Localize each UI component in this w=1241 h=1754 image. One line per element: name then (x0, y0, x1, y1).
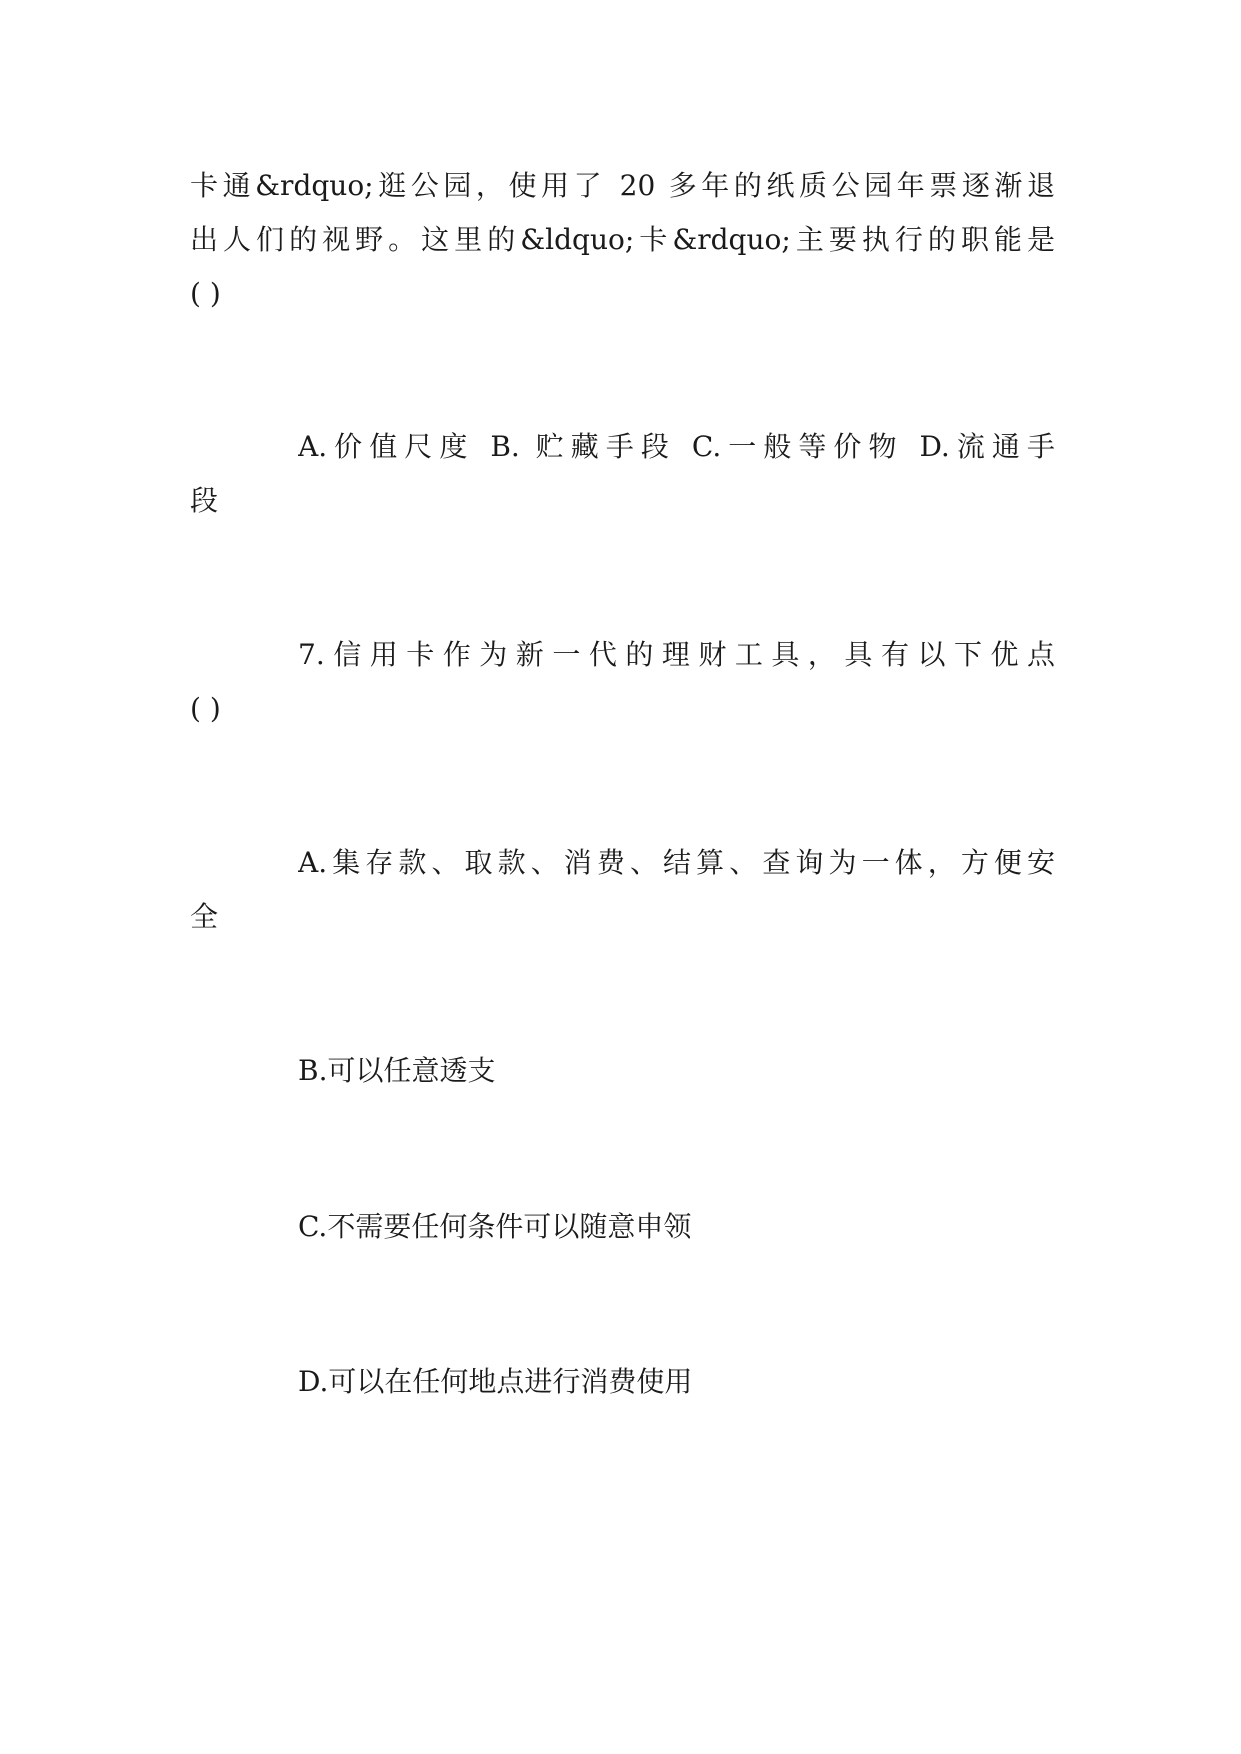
q7-option-b: B.可以任意透支 (298, 1054, 496, 1087)
q6-stem-line-2: 出人们的视野。这里的&ldquo;卡&rdquo;主要执行的职能是 (190, 223, 1055, 256)
q6-answer-blank: ( ) (190, 277, 221, 310)
q7-option-a-line-1: A.集存款、取款、消费、结算、查询为一体，方便安 (298, 846, 1055, 879)
q7-option-c: C.不需要任何条件可以随意申领 (298, 1210, 692, 1243)
q7-stem-line-1: 7.信用卡作为新一代的理财工具，具有以下优点 (298, 638, 1055, 671)
q7-option-d: D.可以在任何地点进行消费使用 (298, 1365, 693, 1398)
q7-option-a-line-2: 全 (190, 900, 219, 933)
q6-options-line-2: 段 (190, 484, 219, 517)
q6-stem-line-1: 卡通&rdquo;逛公园，使用了 20 多年的纸质公园年票逐渐退 (190, 169, 1055, 202)
q6-options-line-1: A.价值尺度 B. 贮藏手段 C.一般等价物 D.流通手 (298, 430, 1055, 463)
q7-answer-blank: ( ) (190, 692, 221, 725)
